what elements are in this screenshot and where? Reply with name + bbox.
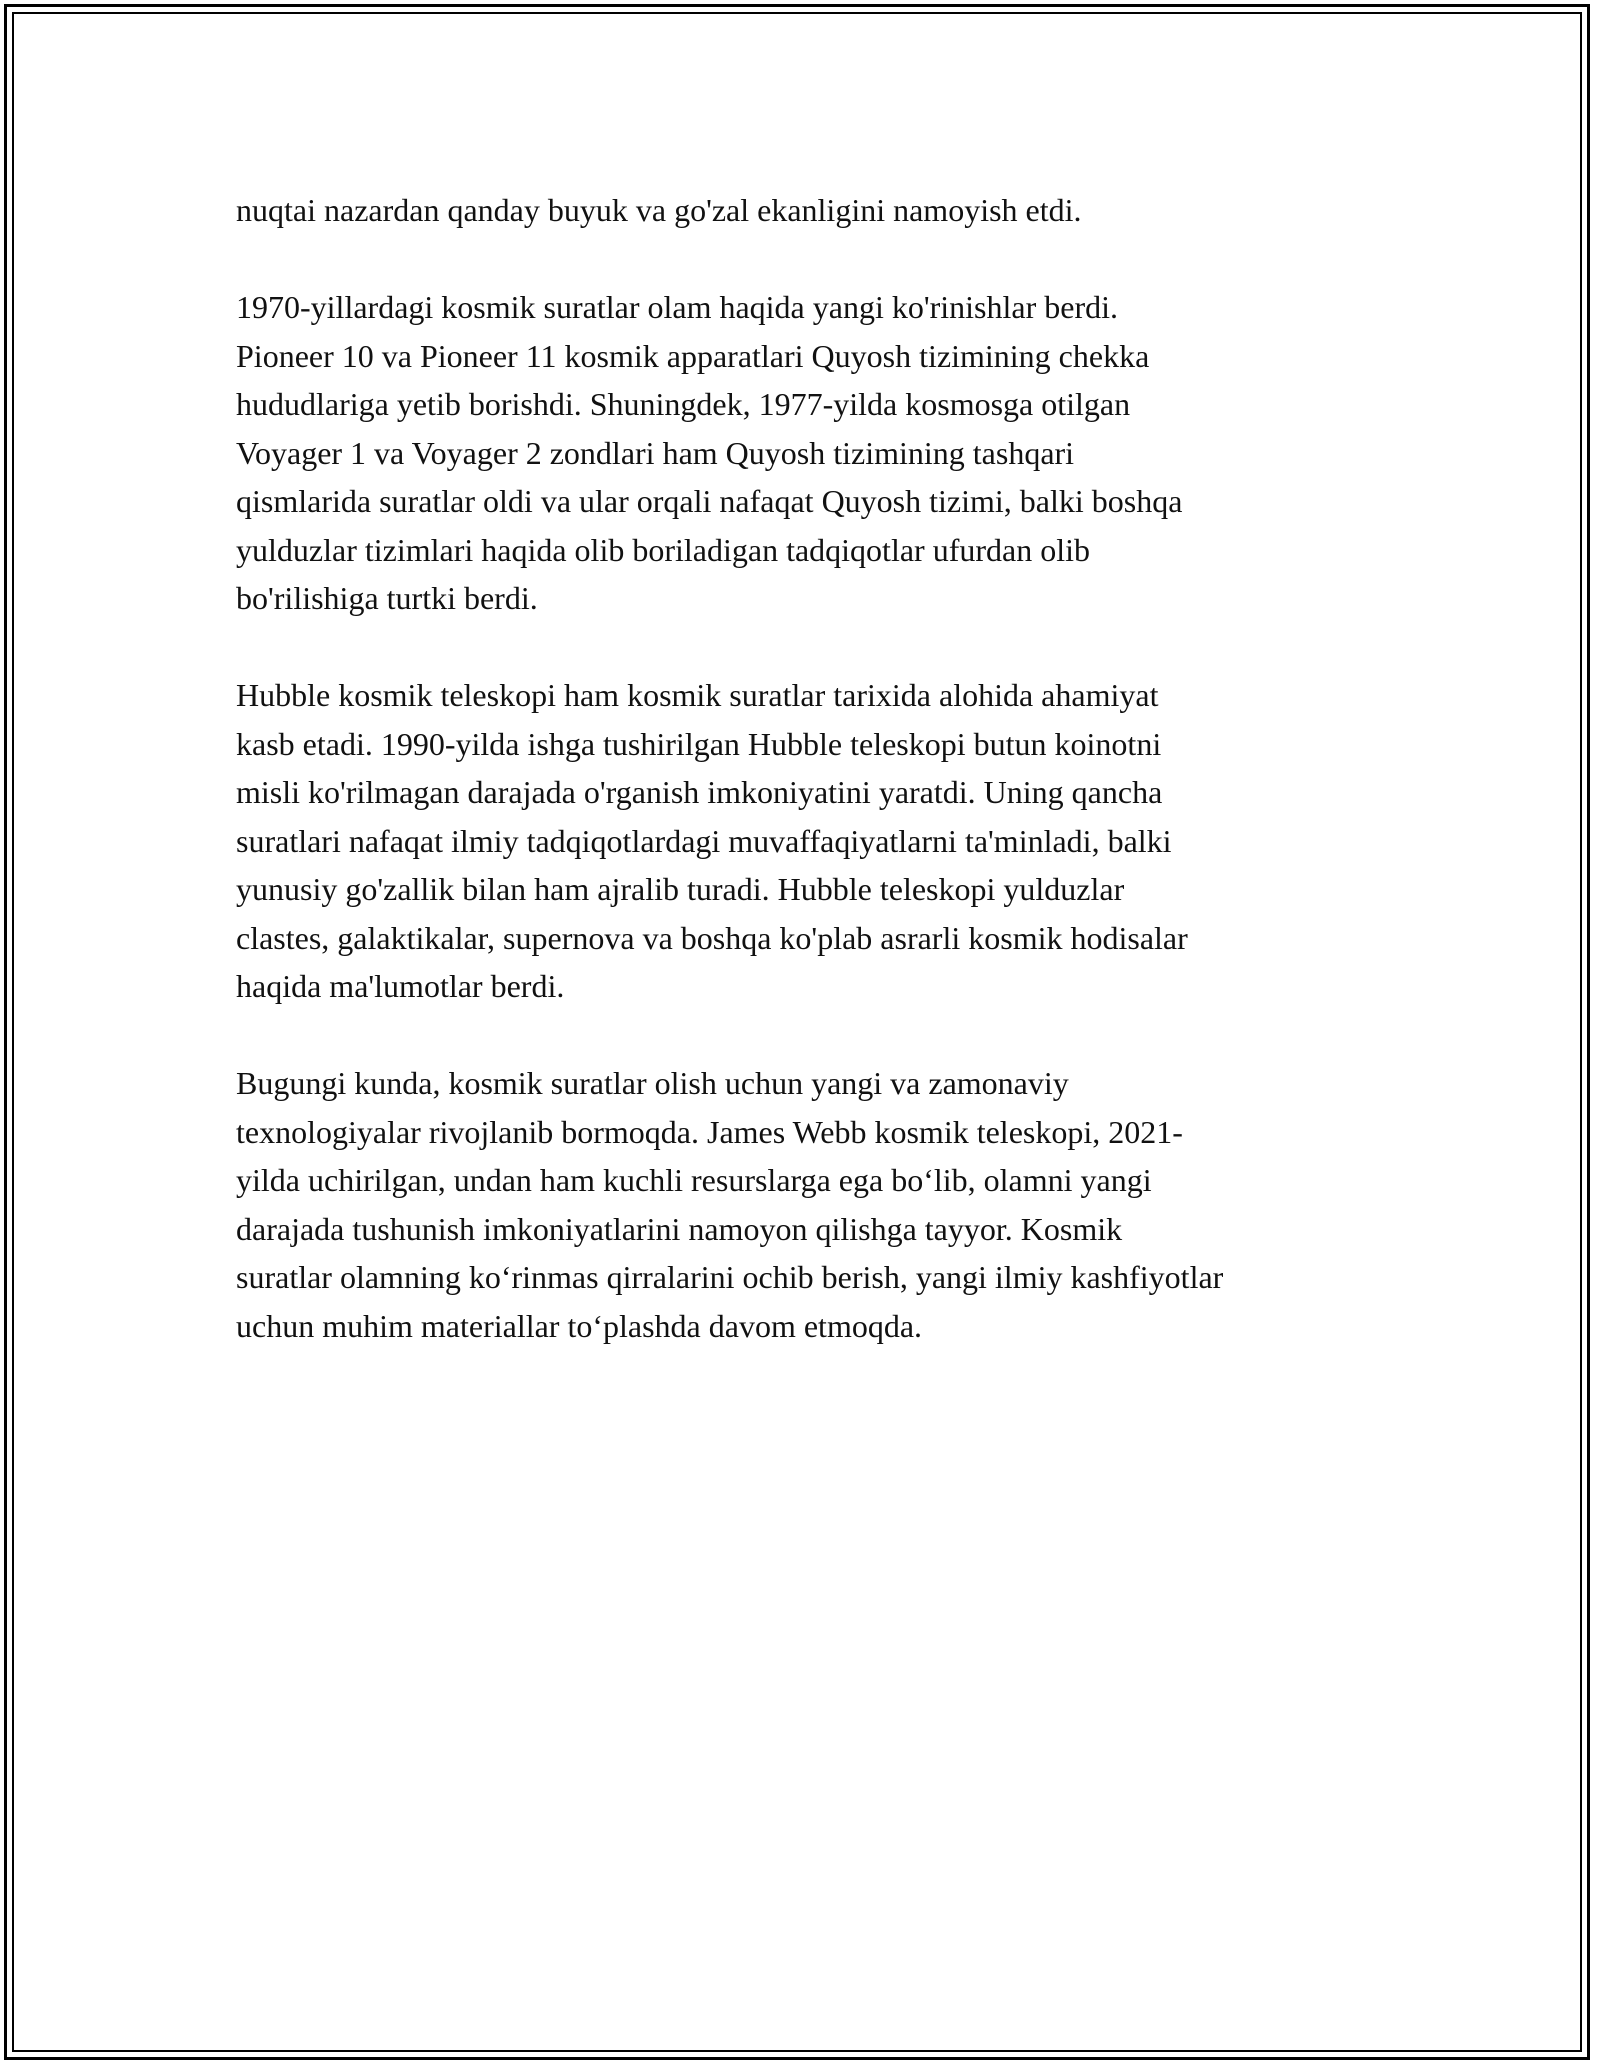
paragraph-line: Hubble kosmik teleskopi ham kosmik suratlar tarixida alohida ahamiyat (236, 677, 1159, 713)
paragraph-line: yulduzlar tizimlari haqida olib boriladigan tadqiqotlar ufurdan olib (236, 531, 1090, 568)
document-body (236, 186, 1386, 1399)
paragraph-line: suratlar olamning ko‘rinmas qirralarini ochib berish, yangi ilmiy kashfiyotlar (236, 1259, 1224, 1295)
paragraph-4 (236, 1059, 1386, 1350)
paragraph-line: clastes, galaktikalar, supernova va boshqa ko'plab asrarli kosmik hodisalar (236, 919, 1188, 956)
paragraph-line: qismlarida suratlar oldi va ular orqali nafaqat Quyosh tizimi, balki boshqa (236, 483, 1183, 519)
paragraph-line: haqida ma'lumotlar berdi. (236, 968, 565, 1004)
paragraph-line: texnologiyalar rivojlanib bormoqda. James Webb kosmik teleskopi, 2021- (236, 1113, 1183, 1150)
paragraph-line: nuqtai nazardan qanday buyuk va go'zal ekanligini namoyish etdi. (236, 192, 1082, 228)
paragraph-line: kasb etadi. 1990-yilda ishga tushirilgan Hubble teleskopi butun koinotni (236, 725, 1162, 762)
paragraph-line: yilda uchirilgan, undan ham kuchli resurslarga ega bo‘lib, olamni yangi (236, 1162, 1152, 1198)
paragraph-3 (236, 671, 1386, 1011)
paragraph-line: 1970-yillardagi kosmik suratlar olam haqida yangi ko'rinishlar berdi. (236, 289, 1118, 325)
paragraph-1 (236, 186, 1386, 235)
paragraph-line: misli ko'rilmagan darajada o'rganish imkoniyatini yaratdi. Uning qancha (236, 774, 1163, 810)
paragraph-line: yunusiy go'zallik bilan ham ajralib turadi. Hubble teleskopi yulduzlar (236, 871, 1125, 907)
paragraph-line: Bugungi kunda, kosmik suratlar olish uchun yangi va zamonaviy (236, 1065, 1069, 1101)
paragraph-line: Pioneer 10 va Pioneer 11 kosmik apparatlari Quyosh tizimining chekka (236, 337, 1150, 374)
paragraph-line: suratlari nafaqat ilmiy tadqiqotlardagi muvaffaqiyatlarni ta'minladi, balki (236, 822, 1172, 859)
paragraph-line: bo'rilishiga turtki berdi. (236, 580, 538, 616)
paragraph-2 (236, 283, 1386, 623)
paragraph-line: darajada tushunish imkoniyatlarini namoyon qilishga tayyor. Kosmik (236, 1210, 1123, 1247)
paragraph-line: uchun muhim materiallar to‘plashda davom etmoqda. (236, 1307, 923, 1344)
paragraph-line: Voyager 1 va Voyager 2 zondlari ham Quyosh tizimining tashqari (236, 434, 1075, 471)
paragraph-line: hududlariga yetib borishdi. Shuningdek, 1977-yilda kosmosga otilgan (236, 386, 1131, 422)
